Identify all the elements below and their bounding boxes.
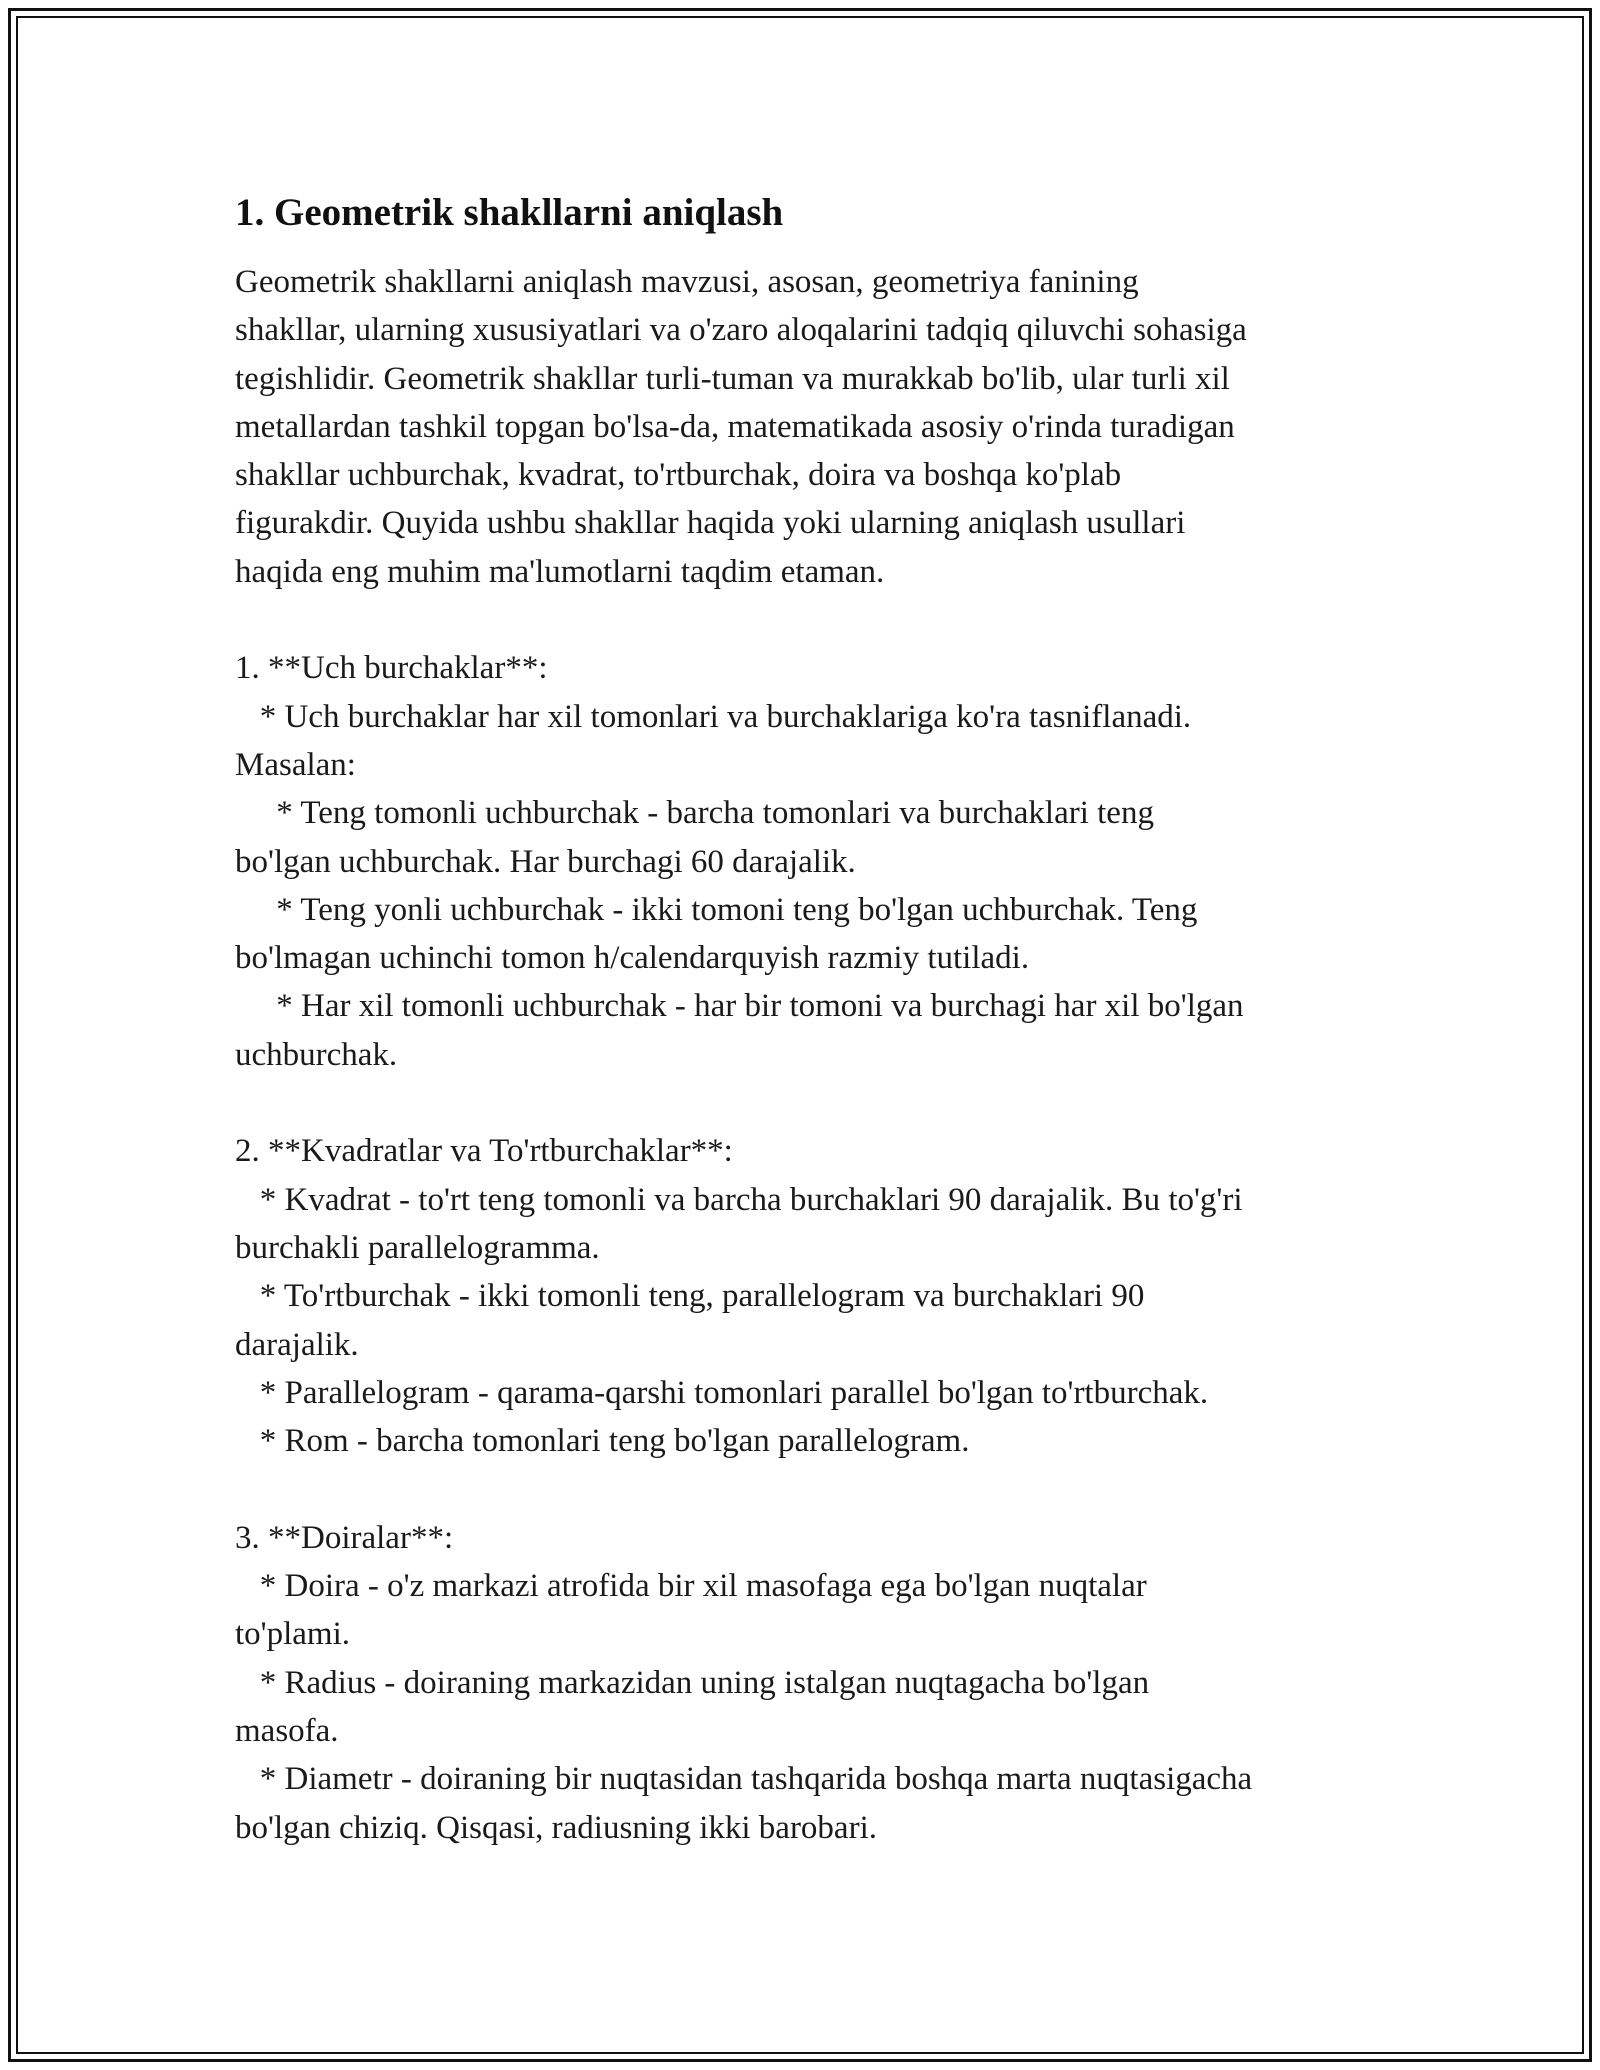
- section-body: * Kvadrat - to'rt teng tomonli va barcha burchaklari 90 darajalik. Bu to'g'ri burchakli parallelogramma. * To'rtburchak - ikki tomonli teng, parallelogram va burchaklari 90 darajalik. * Parallelogram - qarama-qarshi tomonlari parallel bo'lgan to'rtburchak. * Rom - barcha tomonlari teng bo'lgan parallelogram.: [235, 1181, 1243, 1460]
- section-heading: 2. **Kvadratlar va To'rtburchaklar**:: [235, 1133, 733, 1170]
- section-heading: 3. **Doiralar**:: [235, 1519, 454, 1556]
- section-body: * Uch burchaklar har xil tomonlari va burchaklariga ko'ra tasniflanadi. Masalan: * Teng tomonli uchburchak - barcha tomonlari va burchaklari teng bo'lgan uchburchak. Har burchagi 60 darajalik. * Teng yonli uchburchak - ikki tomoni teng bo'lgan uchburchak. Teng bo'lmagan uchinchi tomon h/calendarquyish razmiy tutiladi. * Har xil tomonli uchburchak - har bir tomoni va burchagi har xil bo'lgan uchburchak.: [235, 698, 1244, 1073]
- section-circles: [235, 1514, 1375, 1852]
- document-title: 1. Geometrik shakllarni aniqlash: [235, 191, 784, 234]
- paragraph-gap: [235, 596, 1375, 644]
- section-heading: 1. **Uch burchaklar**:: [235, 650, 548, 687]
- document-page: [235, 188, 1375, 1852]
- paragraph-gap: [235, 1079, 1375, 1127]
- paragraph-gap: [235, 1465, 1375, 1513]
- section-triangles: [235, 644, 1375, 1079]
- section-quadrilaterals: [235, 1127, 1375, 1465]
- section-body: * Doira - o'z markazi atrofida bir xil masofaga ega bo'lgan nuqtalar to'plami. * Radius - doiraning markazidan uning istalgan nuqtagacha bo'lgan masofa. * Diametr - doiraning bir nuqtasidan tashqarida boshqa marta nuqtasigacha bo'lgan chiziq. Qisqasi, radiusning ikki barobari.: [235, 1568, 1253, 1846]
- intro-paragraph: Geometrik shakllarni aniqlash mavzusi, asosan, geometriya fanining shakllar, ularning xususiyatlari va o'zaro aloqalarini tadqiq qiluvchi sohasiga tegishlidir. Geometrik shakllar turli-tuman va murakkab bo'lib, ular turli xil metallardan tashkil topgan bo'lsa-da, matematikada asosiy o'rinda turadigan shakllar uchburchak, kvadrat, to'rtburchak, doira va boshqa ko'plab figurakdir. Quyida ushbu shakllar haqida yoki ularning aniqlash usullari haqida eng muhim ma'lumotlarni taqdim etaman.: [235, 264, 1247, 590]
